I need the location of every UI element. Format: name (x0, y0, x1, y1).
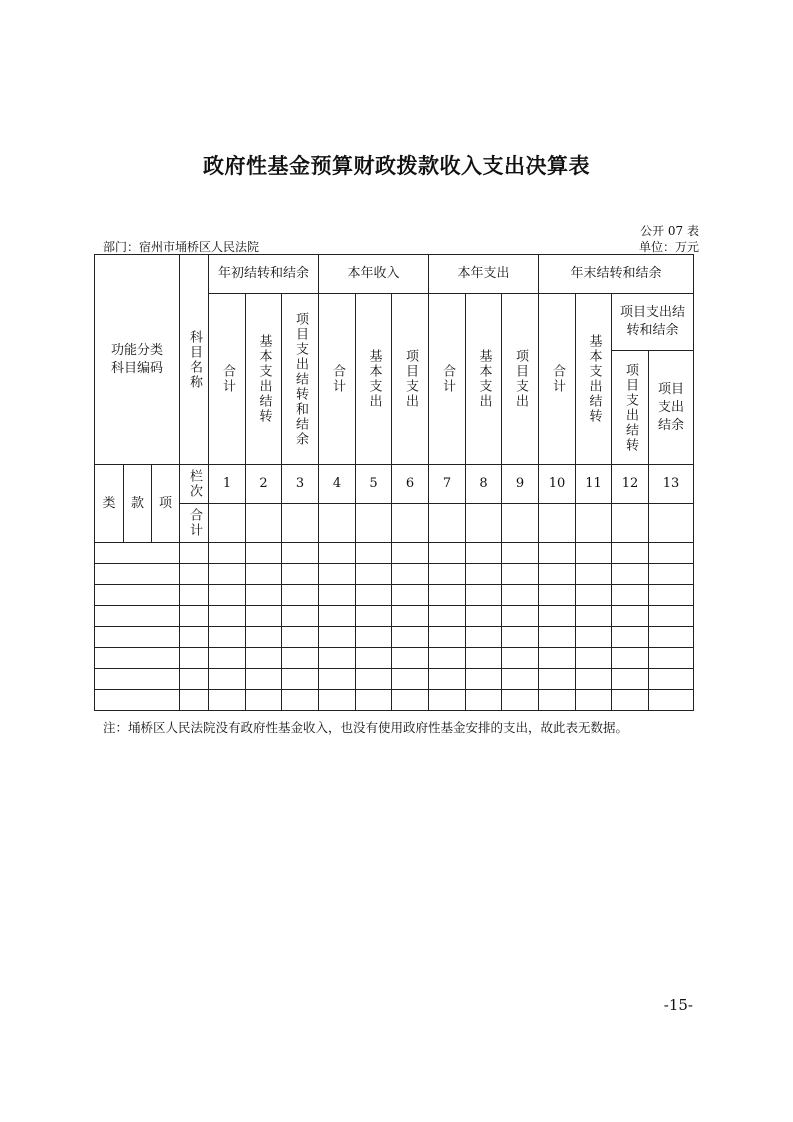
header-group-begin: 年初结转和结余 (209, 255, 319, 294)
header-end-project-balance: 项目支出结余 (649, 351, 694, 465)
table-row (95, 606, 694, 627)
col-number: 9 (502, 465, 539, 504)
header-end-project: 项目支出结转和结余 (612, 294, 694, 351)
budget-table (94, 254, 694, 711)
header-expend-basic: 基本支出 (466, 294, 502, 465)
header-func-code: 功能分类科目编码 (95, 255, 180, 465)
total-row-label: 合计 (180, 504, 209, 543)
col-number: 6 (392, 465, 429, 504)
header-subject-name: 科目名称 (180, 255, 209, 465)
footnote: 注：埇桥区人民法院没有政府性基金收入，也没有使用政府性基金安排的支出，故此表无数据。 (103, 720, 629, 735)
header-cat-kuan: 款 (124, 465, 152, 543)
header-income-basic: 基本支出 (356, 294, 392, 465)
page-number: -15- (663, 996, 693, 1014)
header-end-total: 合计 (539, 294, 576, 465)
header-group-income: 本年收入 (319, 255, 429, 294)
header-expend-total: 合计 (429, 294, 466, 465)
unit-label: 单位：万元 (638, 240, 699, 254)
col-number: 13 (649, 465, 694, 504)
header-begin-project: 项目支出结转和结余 (282, 294, 319, 465)
page-title: 政府性基金预算财政拨款收入支出决算表 (203, 154, 590, 178)
header-income-project: 项目支出 (392, 294, 429, 465)
header-cat-xiang: 项 (152, 465, 180, 543)
header-begin-basic: 基本支出结转 (246, 294, 282, 465)
col-label: 栏次 (180, 465, 209, 504)
col-number: 3 (282, 465, 319, 504)
header-end-basic: 基本支出结转 (576, 294, 612, 465)
col-number: 12 (612, 465, 649, 504)
table-row (95, 543, 694, 564)
header-income-total: 合计 (319, 294, 356, 465)
table-row (95, 690, 694, 711)
department-label: 部门：宿州市埇桥区人民法院 (103, 240, 260, 254)
table-row (95, 627, 694, 648)
col-number: 8 (466, 465, 502, 504)
col-number: 1 (209, 465, 246, 504)
col-number: 4 (319, 465, 356, 504)
col-number: 11 (576, 465, 612, 504)
header-group-end: 年末结转和结余 (539, 255, 694, 294)
header-cat-lei: 类 (95, 465, 124, 543)
header-expend-project: 项目支出 (502, 294, 539, 465)
col-number: 2 (246, 465, 282, 504)
col-number: 5 (356, 465, 392, 504)
header-end-project-carry: 项目支出结转 (612, 351, 649, 465)
table-row (95, 669, 694, 690)
table-row (95, 648, 694, 669)
col-number: 10 (539, 465, 576, 504)
header-group-expend: 本年支出 (429, 255, 539, 294)
col-number: 7 (429, 465, 466, 504)
table-row (95, 564, 694, 585)
table-row (95, 585, 694, 606)
header-begin-total: 合计 (209, 294, 246, 465)
form-number: 公开 07 表 (640, 224, 699, 238)
